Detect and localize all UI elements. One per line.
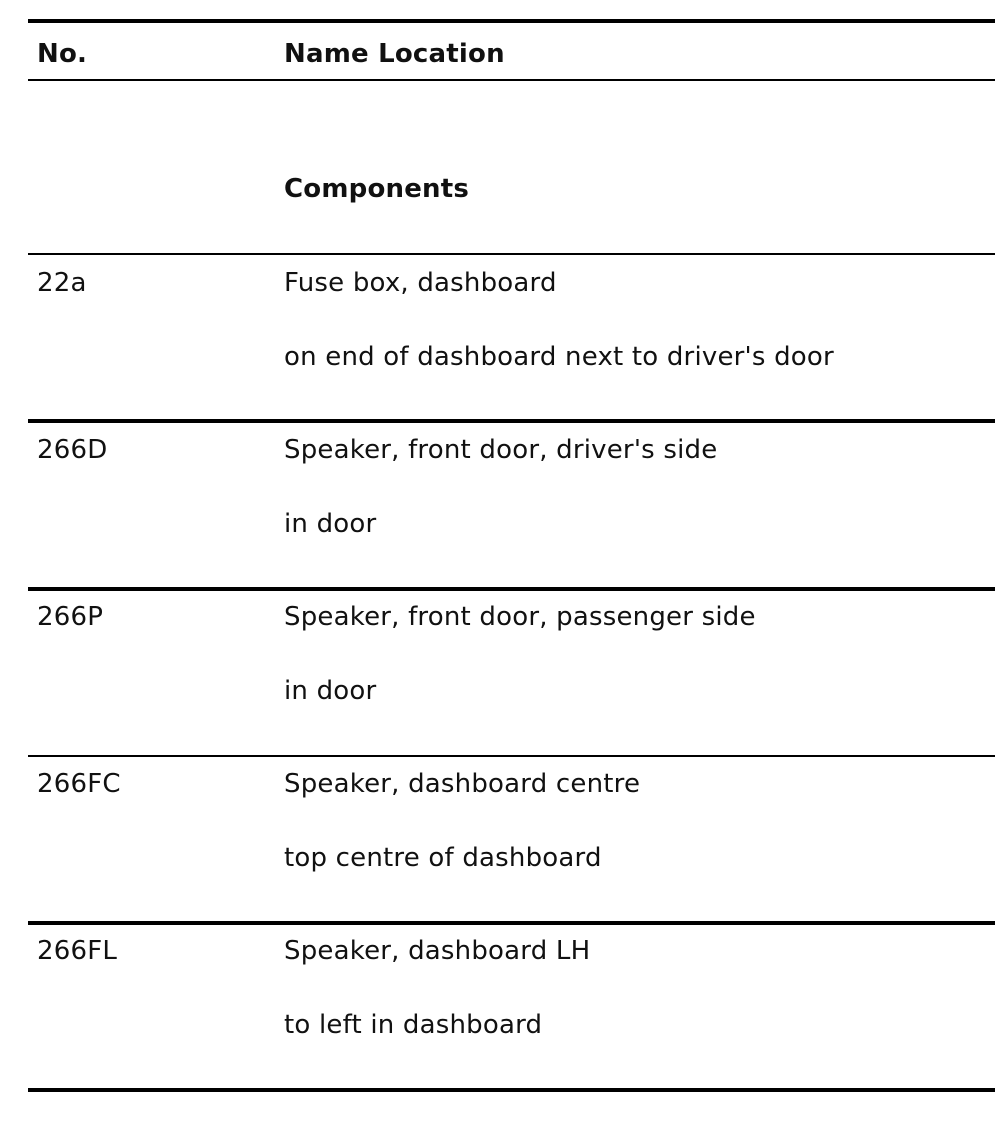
- row-name: Speaker, dashboard centre: [284, 769, 641, 799]
- row-name: Fuse box, dashboard: [284, 268, 557, 298]
- row-no: 266FL: [37, 936, 118, 966]
- row-location: top centre of dashboard: [284, 843, 602, 873]
- section-title: Components: [284, 174, 470, 204]
- row-divider: [28, 755, 995, 757]
- header-bottom-rule: [28, 79, 995, 81]
- row-name: Speaker, front door, driver's side: [284, 435, 718, 465]
- row-location: in door: [284, 509, 377, 539]
- row-no: 266FC: [37, 769, 121, 799]
- row-no: 266D: [37, 435, 108, 465]
- row-location: on end of dashboard next to driver's door: [284, 342, 834, 372]
- row-name: Speaker, front door, passenger side: [284, 602, 756, 632]
- row-divider: [28, 419, 995, 423]
- row-divider: [28, 921, 995, 925]
- row-no: 266P: [37, 602, 104, 632]
- header-no: No.: [37, 39, 88, 69]
- row-divider: [28, 587, 995, 591]
- table-bottom-rule: [28, 1088, 995, 1092]
- row-no: 22a: [37, 268, 87, 298]
- row-name: Speaker, dashboard LH: [284, 936, 591, 966]
- header-name-location: Name Location: [284, 39, 505, 69]
- section-rule: [28, 253, 995, 255]
- row-location: to left in dashboard: [284, 1010, 543, 1040]
- row-location: in door: [284, 676, 377, 706]
- table-top-rule: [28, 19, 995, 23]
